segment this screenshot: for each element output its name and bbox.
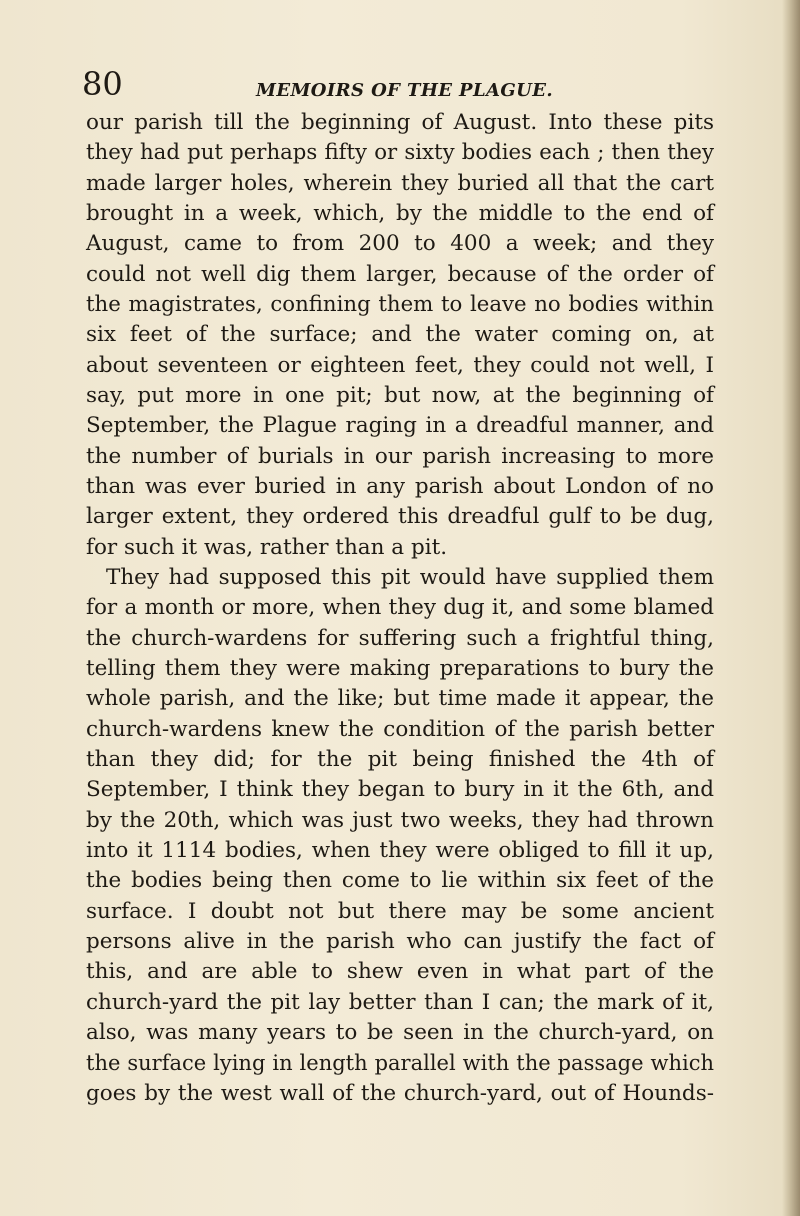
text-line: also, was many years to be seen in the church-yard, on	[86, 1019, 714, 1045]
text-line: than they did; for the pit being finished the 4th of	[86, 746, 714, 772]
text-line: the bodies being then come to lie within six feet of the	[86, 868, 714, 894]
text-line: for such it was, rather than a pit.	[86, 534, 448, 560]
text-line: they had put perhaps fifty or sixty bodies each ; then they	[86, 140, 714, 166]
text-line: six feet of the surface; and the water coming on, at	[86, 322, 714, 348]
text-line: for a month or more, when they dug it, and some blamed	[86, 595, 714, 621]
text-line: whole parish, and the like; but time made it appear, the	[86, 686, 714, 712]
text-line: could not well dig them larger, because of the order of	[86, 261, 714, 287]
text-line: than was ever buried in any parish about London of no	[86, 473, 714, 499]
text-line: our parish till the beginning of August. Into these pits	[86, 110, 714, 135]
text-line: September, I think they began to bury in it the 6th, and	[86, 777, 714, 803]
body-text	[86, 108, 714, 1109]
text-line: the surface lying in length parallel with the passage which	[86, 1051, 714, 1076]
text-line: They had supposed this pit would have supplied them	[106, 564, 714, 590]
text-line: persons alive in the parish who can justify the fact of	[86, 928, 714, 954]
text-line: this, and are able to shew even in what part of the	[86, 959, 714, 985]
text-line: goes by the west wall of the church-yard, out of Hounds-	[86, 1080, 714, 1106]
text-line: the church-wardens for suffering such a frightful thing,	[86, 625, 714, 651]
text-line: about seventeen or eighteen feet, they could not well, I	[86, 352, 714, 378]
text-line: August, came to from 200 to 400 a week; and they	[86, 231, 714, 257]
text-line: by the 20th, which was just two weeks, they had thrown	[86, 807, 714, 833]
text-line: the number of burials in our parish increasing to more	[86, 443, 714, 469]
running-head: MEMOIRS OF THE PLAGUE.	[256, 80, 554, 101]
text-line: made larger holes, wherein they buried all that the cart	[86, 170, 714, 196]
text-line: brought in a week, which, by the middle to the end of	[86, 200, 714, 226]
text-line: into it 1114 bodies, when they were obliged to fill it up,	[86, 837, 714, 863]
text-line: say, put more in one pit; but now, at the beginning of	[86, 382, 714, 408]
page-number: 80	[82, 65, 123, 103]
text-line: the magistrates, confining them to leave no bodies within	[86, 291, 714, 317]
text-line: larger extent, they ordered this dreadful gulf to be dug,	[86, 504, 714, 530]
text-line: surface. I doubt not but there may be some ancient	[86, 898, 714, 924]
text-line: church-yard the pit lay better than I can; the mark of it,	[86, 989, 714, 1015]
page-edge-shadow	[782, 0, 800, 1216]
text-line: church-wardens knew the condition of the parish better	[86, 716, 714, 742]
text-line: September, the Plague raging in a dreadful manner, and	[86, 413, 714, 439]
text-line: telling them they were making preparations to bury the	[86, 655, 714, 681]
